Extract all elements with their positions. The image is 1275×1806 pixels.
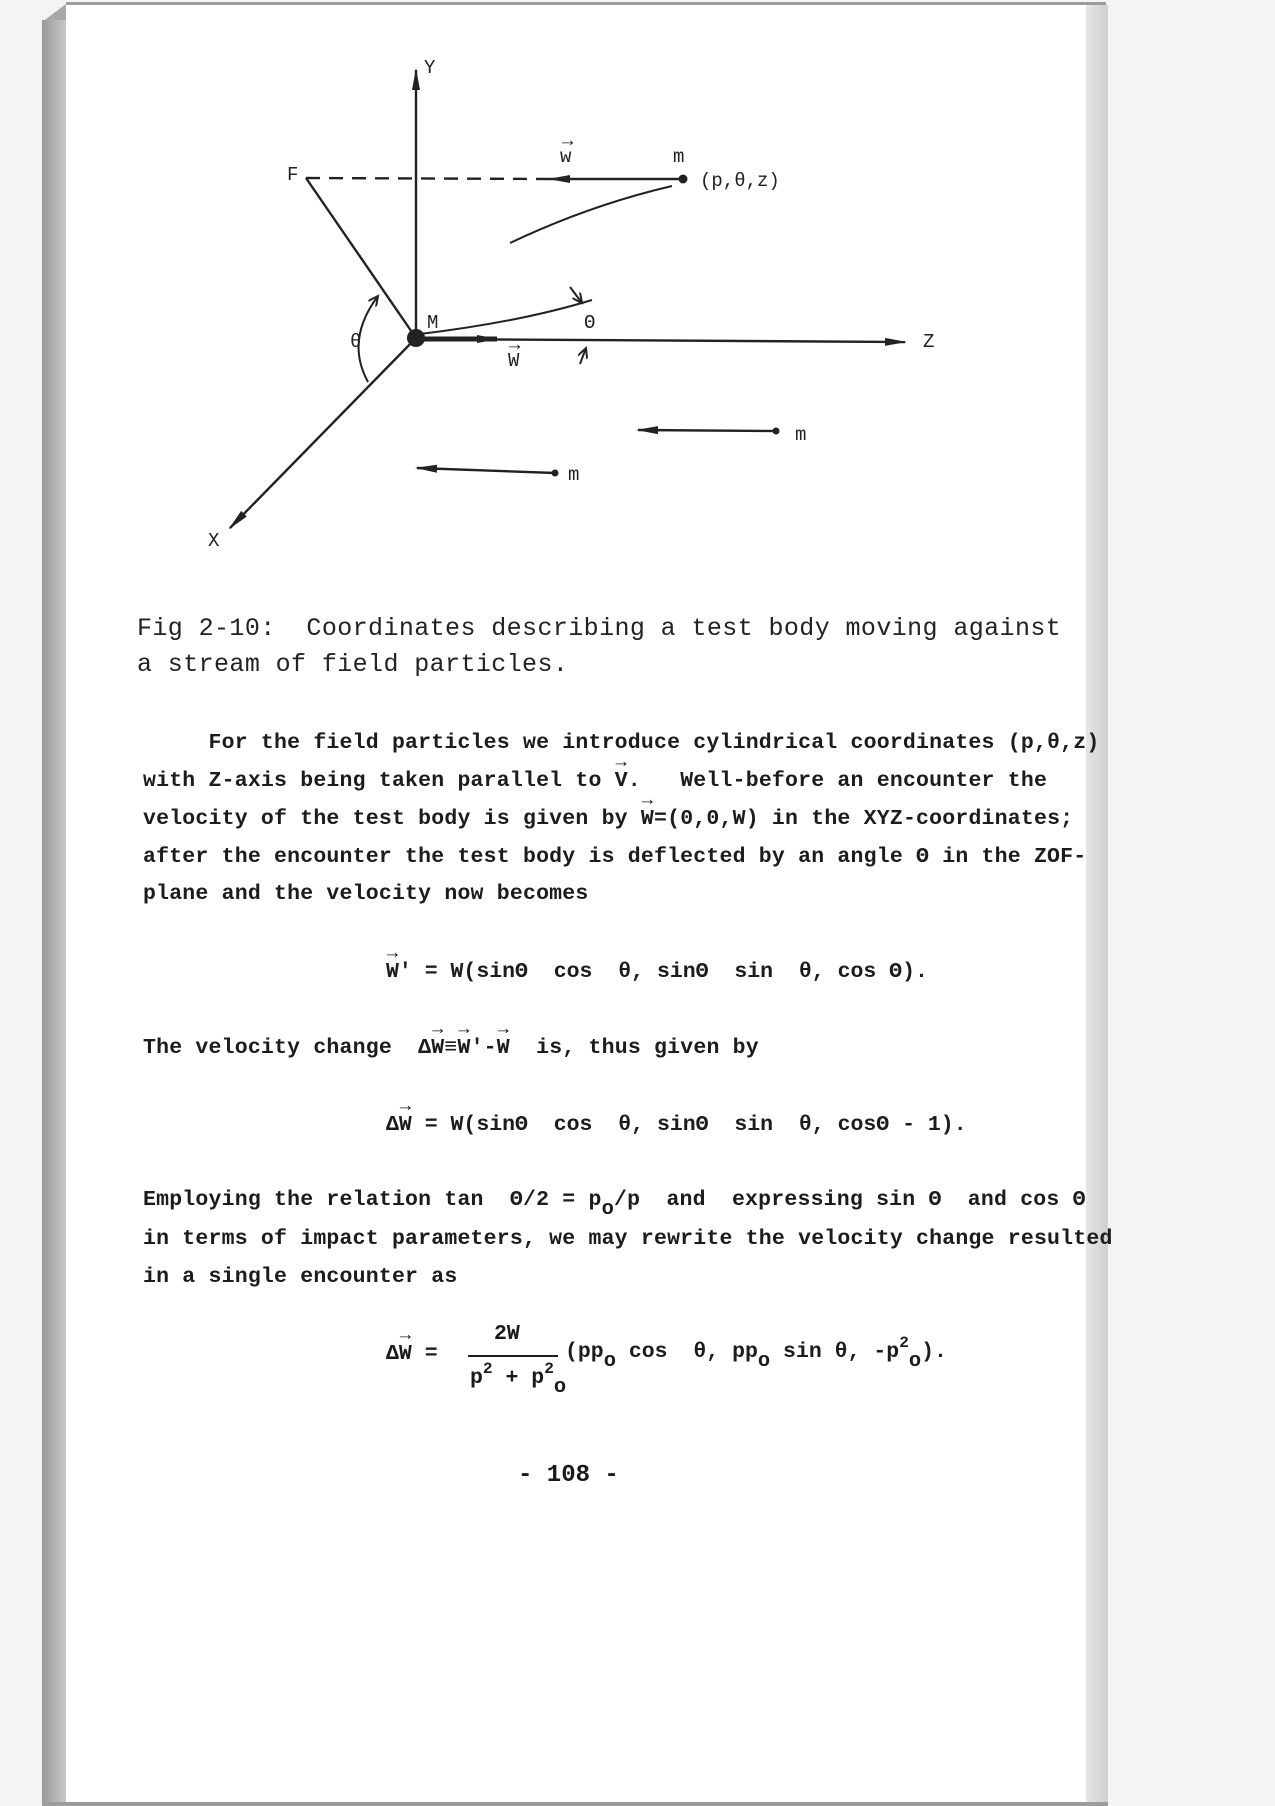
subscript: o — [603, 1350, 616, 1374]
text-run: ≡ — [444, 1036, 458, 1060]
paragraph3-line — [143, 1265, 457, 1289]
f-label: F — [287, 164, 299, 186]
vector-symbol: → W — [641, 807, 654, 831]
Theta-arrow-top — [570, 287, 582, 303]
theta-label: θ — [350, 331, 362, 353]
text-run: plane and the velocity now becomes — [143, 882, 589, 906]
point-m-top — [679, 175, 688, 184]
w-small-vector-arrow: → — [562, 130, 574, 152]
text-run: with Z-axis being taken parallel to — [143, 769, 615, 793]
equation3-numerator: 2W — [494, 1322, 520, 1346]
text-run: . Well-before an encounter the — [627, 769, 1048, 793]
text-run: sin θ, -p — [770, 1340, 900, 1364]
vector-symbol: → W — [386, 960, 399, 984]
fm-line — [306, 178, 416, 338]
text-run: (pp — [565, 1340, 604, 1364]
text-run: + p — [492, 1366, 545, 1390]
Theta-arrow-bottom — [580, 348, 586, 364]
paragraph1-line — [143, 845, 1086, 869]
point-M — [407, 329, 425, 347]
text-run: = W(sinΘ cos θ, sinΘ sin θ, cosΘ - 1). — [411, 1113, 967, 1137]
m-lower-label: m — [568, 464, 580, 486]
vector-symbol: → W — [457, 1036, 470, 1060]
superscript: 2 — [899, 1334, 909, 1353]
subscript: o — [601, 1198, 615, 1222]
text-run: in a single encounter as — [143, 1265, 458, 1289]
text-run: Δ — [386, 1342, 399, 1366]
theta-arc — [359, 296, 378, 382]
text-run: =(0,0,W) in the XYZ-coordinates; — [654, 807, 1074, 831]
equation3-rhs — [565, 1334, 947, 1374]
m-top-label: m — [673, 146, 685, 168]
m-big-label: M — [427, 312, 439, 334]
vector-symbol: → W — [497, 1036, 510, 1060]
text-run: Employing the relation tan Θ/2 = p — [143, 1188, 602, 1212]
paragraph1-line — [143, 882, 588, 906]
superscript: 2 — [482, 1360, 493, 1379]
vector-symbol: → W — [399, 1342, 412, 1366]
w-small-label: w — [560, 146, 572, 168]
page-number: - 108 - — [518, 1462, 619, 1489]
paragraph3-line — [143, 1227, 1113, 1251]
page-bottom-edge — [42, 1802, 1108, 1806]
paragraph2-line — [143, 1036, 759, 1060]
text-run: cos θ, pp — [615, 1340, 758, 1364]
equation3-lhs — [386, 1342, 438, 1366]
subscript: o — [757, 1350, 771, 1374]
text-run: after the encounter the test body is deflected by an angle Θ in the ZOF- — [143, 845, 1087, 869]
x-axis — [230, 338, 416, 528]
paragraph1-line — [143, 769, 1047, 793]
equation-delta-w — [386, 1113, 967, 1137]
text-run: Δ — [386, 1113, 399, 1137]
w-big-vector-arrow: → — [509, 334, 521, 356]
coordinate-diagram — [0, 0, 1275, 600]
vector-symbol: → V — [615, 769, 628, 793]
coords-label: (p,θ,z) — [700, 170, 780, 192]
paragraph3-line — [143, 1188, 1086, 1222]
m-arrow-right — [638, 430, 776, 431]
text-run: /p and expressing sin Θ and cos Θ — [614, 1188, 1086, 1212]
x-axis-label: X — [208, 530, 220, 552]
trajectory-curve-m — [420, 300, 592, 334]
text-run: = — [411, 1342, 438, 1366]
figure-caption-line-1: Fig 2-10: Coordinates describing a test body moving against — [137, 614, 1062, 643]
text-run: velocity of the test body is given by — [143, 807, 641, 831]
vector-symbol: → W — [431, 1036, 444, 1060]
text-run: The velocity change Δ — [143, 1036, 432, 1060]
w-big-label: W — [508, 350, 520, 372]
m-arrow-lower — [417, 468, 555, 473]
m-right-label: m — [795, 424, 807, 446]
z-axis-label: Z — [923, 331, 935, 353]
text-run: ' = W(sinΘ cos θ, sinΘ sin θ, cos Θ). — [398, 960, 928, 984]
fraction-bar — [468, 1355, 558, 1357]
figure-caption-line-2: a stream of field particles. — [137, 650, 569, 679]
text-run: ). — [921, 1340, 947, 1364]
point-m-right — [773, 428, 780, 435]
text-run: '- — [470, 1036, 497, 1060]
equation3-denominator — [470, 1360, 567, 1400]
point-m-lower — [552, 470, 559, 477]
paragraph1-line — [143, 731, 1099, 755]
text-run: For the field particles we introduce cylindrical coordinates (p,θ,z) — [143, 731, 1100, 755]
paragraph1-line — [143, 807, 1073, 831]
trajectory-curve-top — [510, 186, 672, 243]
dashed-projection — [306, 178, 550, 179]
subscript: o — [553, 1376, 567, 1400]
Theta-label: Θ — [584, 312, 596, 334]
equation-w-prime — [386, 960, 928, 984]
y-axis-label: Y — [424, 57, 436, 79]
text-run: in terms of impact parameters, we may rewrite the velocity change resulted — [143, 1227, 1113, 1251]
subscript: o — [908, 1350, 922, 1374]
text-run: is, thus given by — [509, 1036, 759, 1060]
text-run: p — [470, 1366, 483, 1390]
vector-symbol: → W — [399, 1113, 412, 1137]
superscript: 2 — [544, 1360, 554, 1379]
